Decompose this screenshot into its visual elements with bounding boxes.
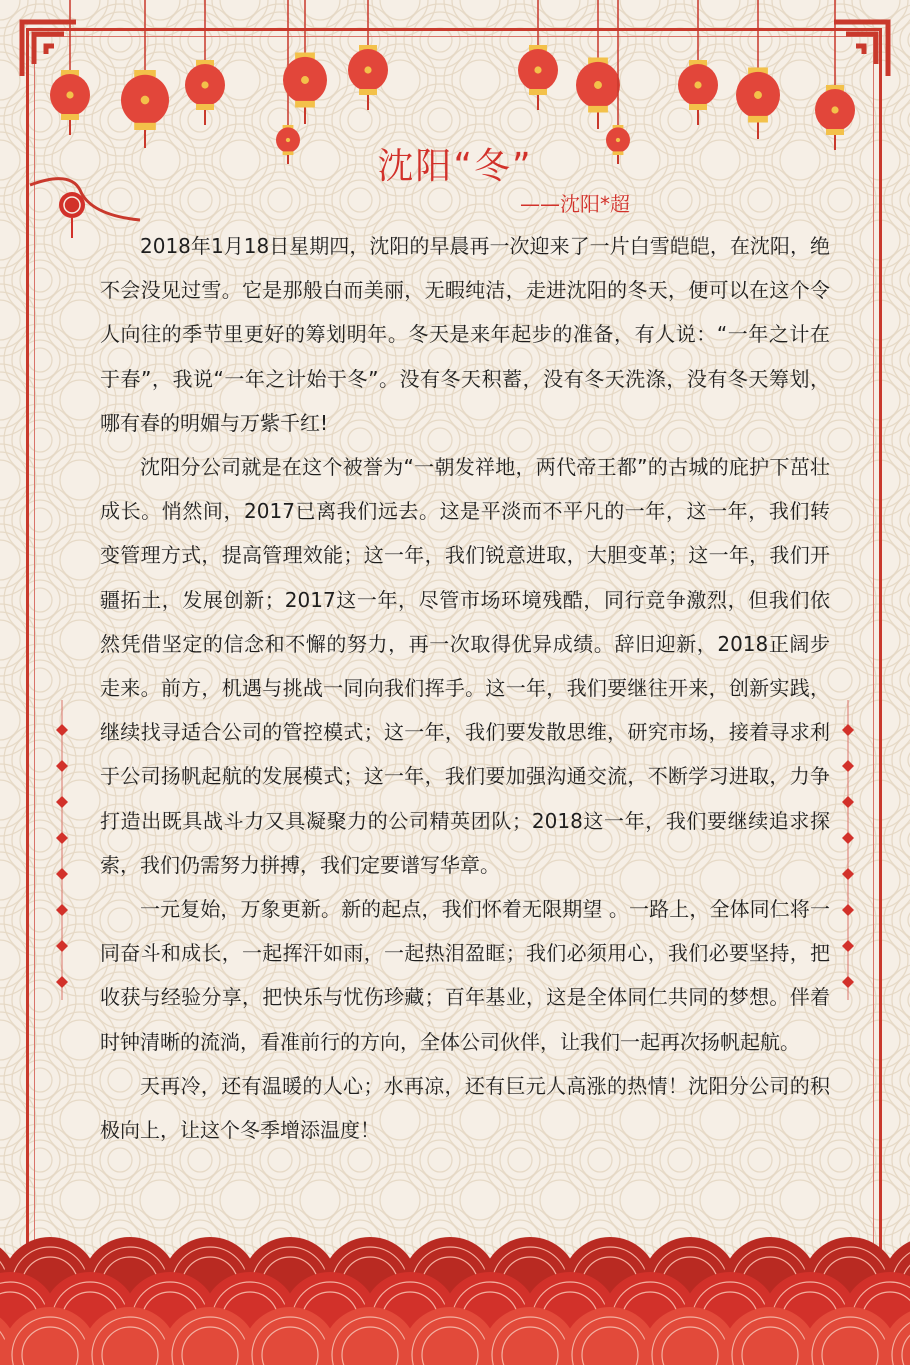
lantern-icon	[283, 0, 327, 124]
lanterns-decoration	[0, 0, 910, 240]
lantern-icon	[736, 0, 780, 139]
lantern-icon	[518, 0, 558, 110]
page-title: 沈阳“冬”	[377, 146, 533, 187]
wave-clouds-decoration	[0, 1195, 910, 1365]
lantern-icon	[678, 0, 718, 125]
lantern-icon	[576, 0, 620, 129]
article-body	[100, 224, 830, 1152]
lantern-icon	[50, 0, 90, 135]
lantern-icon	[185, 0, 225, 125]
author-signature: ——沈阳*超	[520, 192, 630, 216]
lantern-icon	[815, 0, 855, 150]
lantern-icon	[348, 0, 388, 110]
paragraph: 沈阳分公司就是在这个被誉为“一朝发祥地，两代帝王都”的古城的庇护下茁壮成长。悄然间，2017已离我们远去。这是平淡而不平凡的一年，这一年，我们转变管理方式，提高管理效能；这一年，我们锐意进取，大胆变革；这一年，我们开疆拓土，发展创新；2017这一年，尽管市场环境残酷，同行竞争激烈，但我们依然凭借坚定的信念和不懈的努力，再一次取得优异成绩。辞旧迎新，2018正阔步走来。前方，机遇与挑战一同向我们挥手。这一年，我们要继往开来，创新实践，继续找寻适合公司的管控模式；这一年，我们要发散思维，研究市场，接着寻求利于公司扬帆起航的发展模式；这一年，我们要加强沟通交流，不断学习进取，力争打造出既具战斗力又具凝聚力的公司精英团队；2018这一年，我们要继续追求探索，我们仍需努力拼搏，我们定要谱写华章。	[100, 455, 830, 877]
right-diamond-string-icon	[838, 700, 858, 1000]
lantern-icon	[121, 0, 169, 148]
left-diamond-string-icon	[52, 700, 72, 1000]
paragraph: 2018年1月18日星期四，沈阳的早晨再一次迎来了一片白雪皑皑，在沈阳，绝不会没见过雪。它是那般白而美丽，无暇纯洁，走进沈阳的冬天，便可以在这个令人向往的季节里更好的筹划明年。冬天是来年起步的准备，有人说：“一年之计在于春”，我说“一年之计始于冬”。没有冬天积蓄，没有冬天洗涤，没有冬天筹划，哪有春的明媚与万紫千红!	[100, 234, 830, 435]
paragraph: 天再冷，还有温暖的人心；水再凉，还有巨元人高涨的热情！沈阳分公司的积极向上，让这个冬季增添温度！	[100, 1073, 830, 1143]
paragraph: 一元复始，万象更新。新的起点，我们怀着无限期望 。一路上，全体同仁将一同奋斗和成长，一起挥汗如雨，一起热泪盈眶；我们必须用心，我们必要坚持，把收获与经验分享，把快乐与忧伤珍藏；百年基业，这是全体同仁共同的梦想。伴着时钟清晰的流淌，看准前行的方向，全体公司伙伴，让我们一起再次扬帆起航。	[100, 897, 830, 1054]
